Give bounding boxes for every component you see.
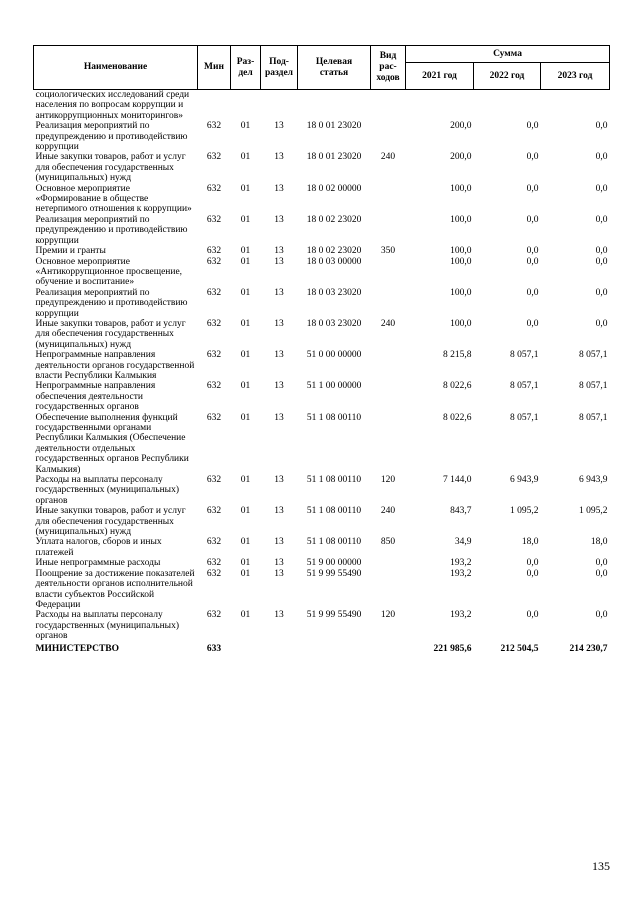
table-total [34,642,610,654]
cell-vid: 850 [380,537,396,548]
cell-name: Иные непрограммные расходы [35,558,161,569]
header-year-2022: 2022 год [474,63,541,90]
cell-vid [371,90,406,122]
cell-razdel: 01 [240,350,251,361]
cell-target: 51 9 99 55490 [306,568,362,579]
cell-razdel: 01 [240,506,251,517]
cell-razdel: 01 [240,152,251,163]
cell-name: Поощрение за достижение показателей деятельности органов исполнительной власти субъектов Российской Федерации [35,568,195,610]
cell-sum-2022: 8 057,1 [510,381,539,392]
cell-name: Основное мероприятие «Формирование в обществе нетерпимого отношения к коррупции» [35,183,192,215]
cell-target: 51 0 00 00000 [306,350,362,361]
cell-min: 632 [206,475,222,486]
cell-razdel: 01 [240,256,251,267]
cell-vid [371,288,406,319]
cell-name: Расходы на выплаты персоналу государственных (муниципальных) органов [35,610,179,642]
table-header [34,46,610,90]
cell-sum-2023: 0,0 [595,152,608,163]
cell-sum-2021: 193,2 [450,610,472,621]
cell-sum-2023: 1 095,2 [579,506,608,517]
cell-podrazdel: 13 [274,152,284,163]
cell-target: 51 1 08 00110 [306,412,362,423]
table-row [34,319,610,350]
header-name: Наименование [34,46,198,90]
cell-podrazdel: 13 [274,381,284,392]
table-body [34,90,610,642]
header-target: Целевая статья [298,46,371,90]
cell-target: 18 0 02 00000 [306,183,362,194]
cell-sum-2022: 0,0 [526,256,539,267]
cell-vid: 350 [380,246,396,257]
cell-vid [371,413,406,475]
table-row [34,288,610,319]
cell-min: 632 [206,256,222,267]
cell-min: 632 [206,287,222,298]
cell-sum-2021: 100,0 [450,246,472,257]
cell-vid: 120 [380,610,396,621]
table-row [34,610,610,641]
cell-sum-2022: 0,0 [526,287,539,298]
table-row [34,475,610,506]
table-row [34,381,610,412]
total-2021: 221 985,6 [433,643,472,654]
cell-name: социологических исследований среди населения по вопросам коррупции и антикоррупционных мониторингов» [35,90,190,121]
cell-min: 632 [206,610,222,621]
cell-sum-2022: 0,0 [526,214,539,225]
cell-sum-2021: 193,2 [450,568,472,579]
total-row [34,642,610,654]
table-row [34,506,610,537]
budget-table [33,45,610,654]
cell-razdel: 01 [240,183,251,194]
cell-sum-2022: 0,0 [526,318,539,329]
cell-min: 632 [206,183,222,194]
cell-name: Уплата налогов, сборов и иных платежей [35,537,162,558]
cell-sum-2021: 100,0 [450,287,472,298]
cell-min: 632 [206,558,222,569]
cell-target: 18 0 02 23020 [306,214,362,225]
table-row [34,350,610,381]
cell-podrazdel: 13 [274,287,284,298]
cell-razdel [231,90,261,122]
cell-target: 51 1 00 00000 [306,381,362,392]
table-row [34,558,610,568]
cell-razdel: 01 [240,568,251,579]
cell-name: Реализация мероприятий по предупреждению и противодействию коррупции [35,287,188,319]
cell-target: 51 1 08 00110 [306,475,362,486]
cell-razdel: 01 [240,381,251,392]
cell-vid: 120 [380,475,396,486]
table-row [34,90,610,122]
cell-sum-2022: 0,0 [526,568,539,579]
cell-vid [371,558,406,568]
cell-sum-2022: 0,0 [526,183,539,194]
total-name: МИНИСТЕРСТВО [35,643,120,654]
cell-razdel: 01 [240,318,251,329]
cell-target: 18 0 03 00000 [306,256,362,267]
table-row [34,121,610,152]
cell-sum-2023: 0,0 [595,610,608,621]
cell-sum-2021: 7 144,0 [443,475,472,486]
cell-podrazdel: 13 [274,121,284,132]
cell-name: Непрограммные направления деятельности органов государственной власти Республики Калмыкия [35,350,195,381]
cell-sum-2023: 0,0 [595,318,608,329]
cell-podrazdel: 13 [274,475,284,486]
total-2023: 214 230,7 [569,643,608,654]
cell-sum-2023: 0,0 [595,121,608,132]
cell-min: 632 [206,350,222,361]
cell-sum-2023: 0,0 [595,287,608,298]
cell-podrazdel: 13 [274,412,284,423]
cell-target: 51 9 00 00000 [306,558,362,569]
table-row [34,246,610,256]
table-row [34,215,610,246]
cell-vid [371,215,406,246]
header-podrazdel: Под- раздел [261,46,298,90]
cell-podrazdel: 13 [274,183,284,194]
cell-sum-2021: 100,0 [450,183,472,194]
cell-sum-2021: 843,7 [450,506,472,517]
cell-sum-2023: 0,0 [595,214,608,225]
cell-podrazdel [261,90,298,122]
cell-min: 632 [206,568,222,579]
cell-razdel: 01 [240,537,251,548]
cell-vid: 240 [380,318,396,329]
cell-name: Иные закупки товаров, работ и услуг для обеспечения государственных (муниципальных) нужд [35,152,186,184]
cell-sum-2021: 100,0 [450,256,472,267]
table-row [34,257,610,288]
table-row [34,537,610,558]
cell-sum-2023: 0,0 [595,183,608,194]
cell-sum-2022: 0,0 [526,246,539,257]
cell-target [298,90,371,122]
cell-podrazdel: 13 [274,246,284,257]
cell-min: 632 [206,381,222,392]
cell-sum-2023: 0,0 [595,256,608,267]
cell-min: 632 [206,318,222,329]
cell-sum-2022: 0,0 [526,610,539,621]
cell-sum-2021: 200,0 [450,152,472,163]
cell-sum-2023: 8 057,1 [579,381,608,392]
cell-razdel: 01 [240,246,251,257]
header-year-2021: 2021 год [406,63,474,90]
cell-min: 632 [206,152,222,163]
cell-razdel: 01 [240,412,251,423]
header-summa: Сумма [406,46,610,63]
cell-sum-2021: 8 022,6 [443,381,472,392]
cell-target: 51 1 08 00110 [306,506,362,517]
cell-razdel: 01 [240,121,251,132]
cell-name: Реализация мероприятий по предупреждению и противодействию коррупции [35,214,188,246]
cell-sum-2021 [406,90,474,122]
cell-razdel: 01 [240,214,251,225]
page-number: 135 [592,859,610,873]
table-row [34,569,610,611]
cell-sum-2021: 34,9 [454,537,472,548]
cell-min [198,90,231,122]
cell-podrazdel: 13 [274,558,284,569]
cell-sum-2023: 0,0 [595,246,608,257]
cell-name: Непрограммные направления обеспечения деятельности государственных органов [35,381,156,413]
cell-sum-2022 [474,90,541,122]
cell-min: 632 [206,537,222,548]
cell-vid [371,569,406,611]
cell-target: 18 0 02 23020 [306,246,362,257]
cell-podrazdel: 13 [274,318,284,329]
cell-sum-2023 [541,90,610,122]
cell-name: Премии и гранты [35,246,106,257]
cell-razdel: 01 [240,287,251,298]
cell-target: 18 0 01 23020 [306,121,362,132]
cell-razdel: 01 [240,475,251,486]
cell-podrazdel: 13 [274,610,284,621]
cell-name: Иные закупки товаров, работ и услуг для обеспечения государственных (муниципальных) нужд [35,318,186,350]
cell-sum-2021: 8 215,8 [443,350,472,361]
cell-podrazdel: 13 [274,256,284,267]
cell-sum-2022: 0,0 [526,121,539,132]
cell-sum-2021: 200,0 [450,121,472,132]
cell-sum-2023: 0,0 [595,558,608,569]
cell-sum-2022: 0,0 [526,558,539,569]
cell-razdel: 01 [240,610,251,621]
cell-min: 632 [206,246,222,257]
cell-name: Расходы на выплаты персоналу государственных (муниципальных) органов [35,475,179,506]
cell-podrazdel: 13 [274,568,284,579]
cell-min: 632 [206,412,222,423]
total-min: 633 [206,643,222,654]
cell-vid [371,257,406,288]
cell-sum-2022: 6 943,9 [510,475,539,486]
cell-min: 632 [206,121,222,132]
cell-sum-2022: 0,0 [526,152,539,163]
cell-sum-2023: 18,0 [590,537,608,548]
cell-podrazdel: 13 [274,214,284,225]
cell-vid [371,381,406,412]
cell-podrazdel: 13 [274,537,284,548]
table-row [34,152,610,183]
cell-name: Реализация мероприятий по предупреждению и противодействию коррупции [35,121,188,153]
cell-sum-2022: 18,0 [521,537,539,548]
cell-sum-2021: 8 022,6 [443,412,472,423]
table-row [34,413,610,475]
cell-podrazdel: 13 [274,506,284,517]
cell-sum-2023: 8 057,1 [579,412,608,423]
cell-vid [371,350,406,381]
header-vid: Вид рас- ходов [371,46,406,90]
cell-vid: 240 [380,506,396,517]
cell-sum-2021: 100,0 [450,214,472,225]
cell-target: 51 1 08 00110 [306,537,362,548]
cell-sum-2021: 100,0 [450,318,472,329]
cell-target: 18 0 03 23020 [306,318,362,329]
cell-target: 18 0 03 23020 [306,287,362,298]
cell-sum-2021: 193,2 [450,558,472,569]
total-2022: 212 504,5 [500,643,539,654]
cell-vid [371,121,406,152]
cell-name: Иные закупки товаров, работ и услуг для обеспечения государственных (муниципальных) нужд [35,506,186,538]
cell-podrazdel: 13 [274,350,284,361]
budget-document [33,45,609,654]
cell-sum-2022: 8 057,1 [510,350,539,361]
cell-name: Обеспечение выполнения функций государственными органами Республики Калмыкия (Обеспечение деятельности отдельных государственных органов Республики Калмыкия) [35,412,189,475]
cell-sum-2023: 8 057,1 [579,350,608,361]
header-min: Мин [198,46,231,90]
cell-target: 51 9 99 55490 [306,610,362,621]
cell-sum-2023: 0,0 [595,568,608,579]
cell-min: 632 [206,506,222,517]
cell-vid: 240 [380,152,396,163]
cell-target: 18 0 01 23020 [306,152,362,163]
header-razdel: Раз- дел [231,46,261,90]
table-row [34,184,610,215]
cell-sum-2022: 1 095,2 [510,506,539,517]
cell-min: 632 [206,214,222,225]
cell-name: Основное мероприятие «Антикоррупционное просвещение, обучение и воспитание» [35,256,183,288]
cell-sum-2022: 8 057,1 [510,412,539,423]
cell-sum-2023: 6 943,9 [579,475,608,486]
cell-vid [371,184,406,215]
header-year-2023: 2023 год [541,63,610,90]
cell-razdel: 01 [240,558,251,569]
